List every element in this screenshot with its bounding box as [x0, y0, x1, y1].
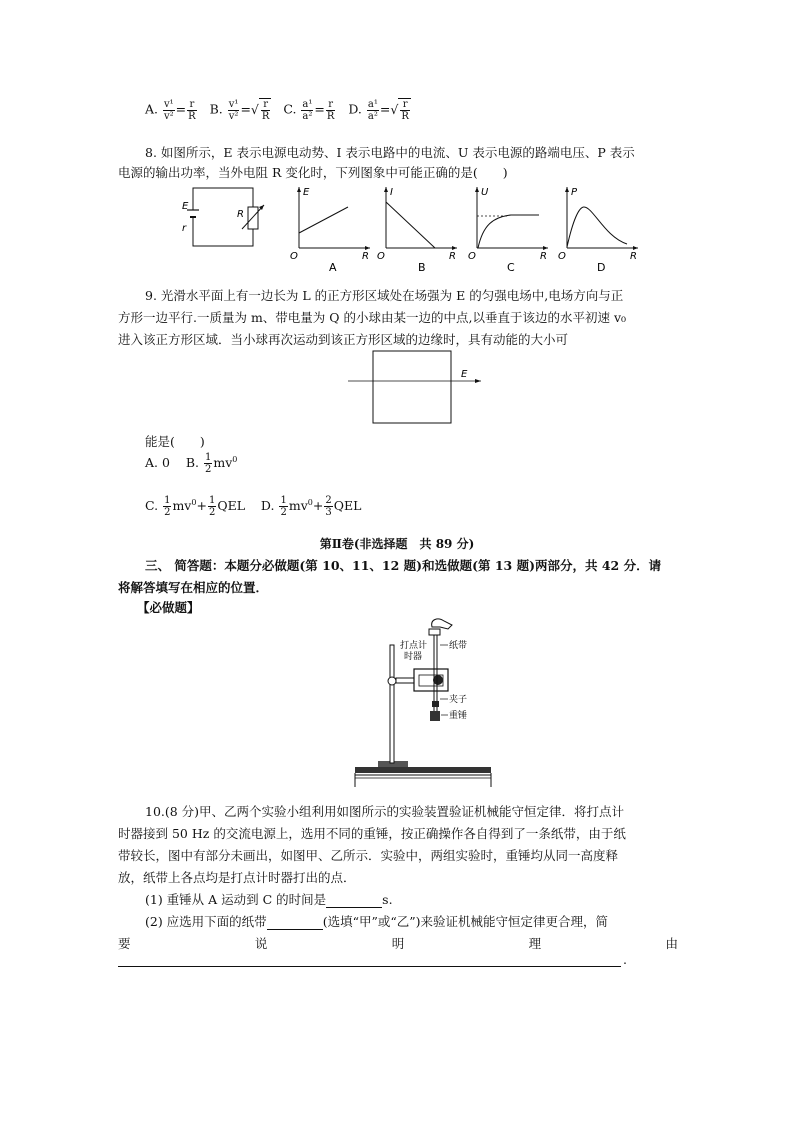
- q10-sub-1: [145, 890, 393, 908]
- graph-a-origin: O: [290, 251, 298, 262]
- q9-option-c-label: C.: [145, 498, 159, 513]
- q9-option-d-label: D.: [260, 498, 275, 513]
- field-label-e: E: [461, 369, 468, 380]
- graph-b-x-label: R: [449, 251, 456, 262]
- graph-c-letter: C: [507, 261, 515, 274]
- section-3-line-2: 将解答填写在相应的位置．: [118, 580, 269, 595]
- q9-option-b-fraction: $\frac{1}{2}$: [205, 452, 212, 475]
- q10-end-period: .: [623, 952, 627, 967]
- q10-answer-blank-2[interactable]: [267, 914, 323, 930]
- q10-line-3: 带较长，图中有部分未画出，如图甲、乙所示．实验中，两组实验时，重锤均从同一高度释: [118, 848, 619, 863]
- tape-label: 纸带: [449, 641, 468, 651]
- clip-label: 夹子: [449, 695, 468, 705]
- graph-d-letter: D: [597, 261, 606, 274]
- q7-option-d-label: D.: [348, 101, 362, 117]
- graph-a-curve: [299, 207, 348, 233]
- section-3-line-1: 三、 简答题：本题分必做题(第 10、11、12 题)和选做题(第 13 题)两部分，共 42 分．请: [145, 558, 662, 573]
- q8-circuit-diagram: [178, 185, 273, 255]
- q8-graph-a: [285, 185, 375, 275]
- graph-c-y-label: U: [481, 187, 489, 198]
- timer-label-1: 打点计: [400, 641, 428, 651]
- required-heading: 【必做题】: [137, 600, 200, 615]
- q10-line-2: 时器接到 50 Hz 的交流电源上，选用不同的重锤，按正确操作各自得到了一条纸带，由于纸: [118, 826, 626, 841]
- square-region: [373, 351, 451, 423]
- reason-word: 要: [118, 936, 131, 951]
- graph-b-origin: O: [377, 251, 385, 262]
- graph-b-y-label: I: [390, 187, 393, 198]
- q7-option-a-label: A.: [145, 101, 159, 117]
- q7-option-b-left-fraction: $\frac{\text{v¹}}{\text{v²}}$: [228, 98, 239, 122]
- reason-word: 由: [665, 936, 678, 951]
- circuit-label-r-internal: r: [182, 223, 187, 234]
- q7-option-d-sqrt: √ $\frac{r}{R}$: [390, 99, 409, 122]
- weight-label: 重锤: [449, 711, 468, 721]
- q10-sub-2: [145, 912, 608, 930]
- q9-option-a: A. 0: [145, 455, 170, 470]
- q7-option-b-sqrt: √ $\frac{r}{R}$: [250, 99, 270, 122]
- q7-option-c-label: C.: [283, 101, 297, 117]
- graph-a-letter: A: [329, 261, 337, 274]
- graph-d-curve: [567, 207, 627, 247]
- q9-options-cd: C. $\frac{1}{2}$ $mv^0+$ $\frac{1}{2}$ QEL D. $\frac{1}{2}$ $mv^0+$ $\frac{2}{3}$ QEL: [145, 495, 362, 518]
- q9-option-b-label: B.: [185, 455, 200, 470]
- q10-sub-1-unit: s.: [382, 892, 393, 907]
- q9-field-diagram: [345, 348, 485, 426]
- graph-c-x-label: R: [540, 251, 547, 262]
- stand-rod: [390, 645, 394, 763]
- q9-option-c-fraction-2: $\frac{1}{2}$: [208, 495, 216, 518]
- q10-answer-blank-1[interactable]: [326, 892, 382, 908]
- q9-option-d-fraction-2: $\frac{2}{3}$: [325, 495, 332, 518]
- reason-word: 说: [254, 936, 268, 951]
- q9-line-4: 能是( ): [145, 434, 205, 449]
- q10-line-4: 放，纸带上各点均是打点计时器打出的点．: [118, 870, 356, 885]
- apparatus-diagram: [352, 615, 494, 787]
- q8-graph-c: [463, 185, 553, 275]
- circuit-wire-loop: [193, 188, 253, 246]
- variable-resistor: [248, 207, 258, 229]
- graph-b-letter: B: [418, 261, 426, 274]
- q10-sub-2-text: (2) 应选用下面的纸带: [145, 914, 267, 929]
- graph-d-y-label: P: [571, 187, 578, 198]
- timer-label-2: 时器: [404, 652, 423, 662]
- q8-line-1: 8. 如图所示，E 表示电源电动势、I 表示电路中的电流、U 表示电源的路端电压、P 表示: [145, 145, 635, 160]
- q7-option-a-left-fraction: $\frac{\text{v¹}}{\text{v²}}$: [164, 98, 174, 122]
- q7-options: A. $\frac{\text{v¹}}{\text{v²}}$ = $\frac{r}{R}$ B. $\frac{\text{v¹}}{\text{v²}}$ =√ $\frac{r}{R}$ C. $\frac{\text{a¹}}{\text{a²}}$ = $\frac{r}{R}$ D. $\frac{\text{a¹}}{\text{a²}}$ =√ $\frac{r}{R}$: [145, 98, 409, 122]
- q9-option-d-fraction-1: $\frac{1}{2}$: [280, 495, 287, 518]
- q9-line-2: 方形一边平行.一质量为 m、带电量为 Q 的小球由某一边的中点,以垂直于该边的水平初速 v₀: [118, 310, 627, 325]
- graph-d-origin: O: [558, 251, 566, 262]
- q8-graph-b: [372, 185, 462, 275]
- circuit-label-e: E: [182, 201, 189, 212]
- graph-b-curve: [386, 202, 435, 248]
- section-2-title: 第Ⅱ卷(非选择题 共 89 分): [319, 537, 475, 551]
- graph-c-curve: [478, 215, 539, 248]
- q10-reason-answer-line[interactable]: [118, 966, 621, 967]
- q7-option-c-left-fraction: $\frac{\text{a¹}}{\text{a²}}$: [302, 98, 313, 122]
- graph-a-y-label: E: [303, 187, 310, 198]
- circuit-label-r-external: R: [237, 209, 244, 220]
- q7-option-d-left-fraction: $\frac{\text{a¹}}{\text{a²}}$: [367, 98, 378, 122]
- q9-option-c-fraction-1: $\frac{1}{2}$: [164, 495, 171, 518]
- q8-graph-d: [553, 185, 643, 275]
- q7-option-a-right-fraction: $\frac{r}{R}$: [188, 98, 196, 122]
- graph-a-x-label: R: [362, 251, 369, 262]
- table-top: [355, 767, 491, 773]
- q10-line-1: 10.(8 分)甲、乙两个实验小组利用如图所示的实验装置验证机械能守恒定律．将打点计: [145, 804, 625, 819]
- graph-c-origin: O: [468, 251, 476, 262]
- reason-word: 明: [391, 936, 405, 951]
- q9-options-ab: A. 0 B. $\frac{1}{2}$ $mv^0$: [145, 452, 238, 475]
- q10-reason-words: [118, 934, 678, 952]
- q8-line-2: 电源的输出功率，当外电阻 R 变化时，下列图象中可能正确的是( ): [118, 165, 508, 180]
- clip: [432, 701, 439, 707]
- hand-icon: [432, 619, 452, 629]
- reason-word: 理: [528, 936, 542, 951]
- q9-line-1: 9. 光滑水平面上有一边长为 L 的正方形区域处在场强为 E 的匀强电场中,电场方向与正: [145, 288, 624, 303]
- weight: [430, 711, 440, 721]
- q7-option-c-right-fraction: $\frac{r}{R}$: [326, 98, 335, 122]
- graph-d-x-label: R: [630, 251, 637, 262]
- q7-option-b-label: B.: [209, 101, 223, 117]
- q10-sub-1-text: (1) 重锤从 A 运动到 C 的时间是: [145, 892, 327, 907]
- q10-sub-2-text-cont: (选填“甲”或“乙”)来验证机械能守恒定律更合理，简: [322, 914, 609, 929]
- q9-line-3: 进入该正方形区域．当小球再次运动到该正方形区域的边缘时，具有动能的大小可: [118, 332, 569, 347]
